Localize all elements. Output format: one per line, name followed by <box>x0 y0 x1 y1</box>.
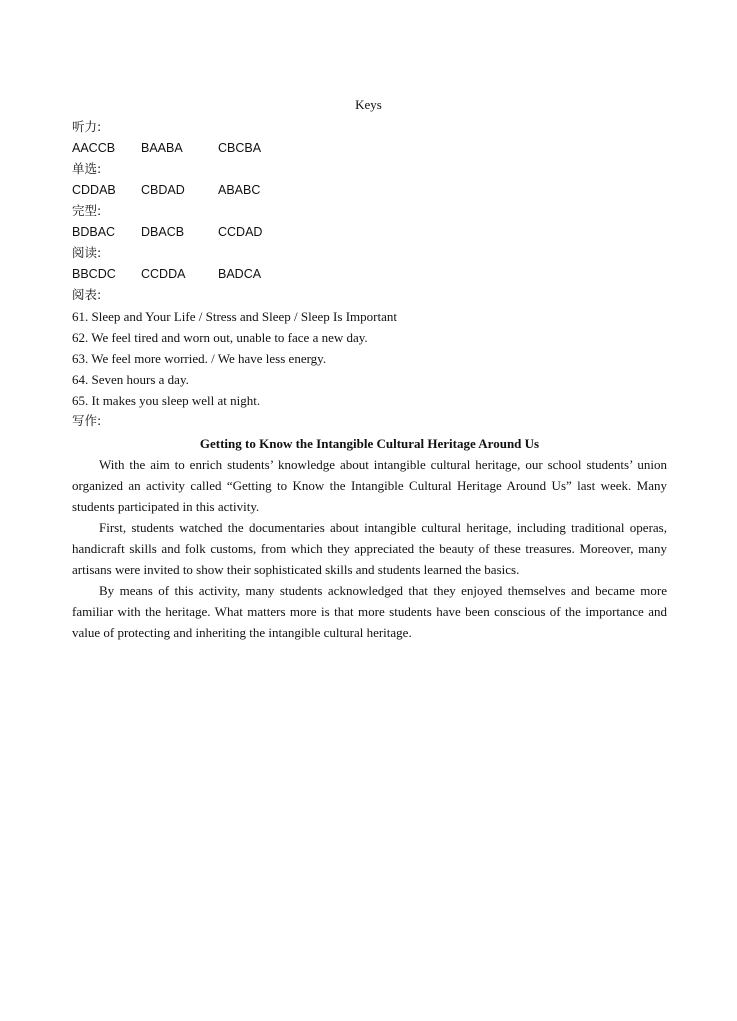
answer-row <box>72 180 667 201</box>
answer-group: BADCA <box>218 267 262 281</box>
answer-item: 61. Sleep and Your Life / Stress and Sleep / Sleep Is Important <box>72 309 397 324</box>
answer-row <box>72 138 667 159</box>
answer-row <box>72 264 667 285</box>
section-label: 写作: <box>72 413 102 428</box>
section-writing <box>72 411 667 643</box>
answer-group: CBDAD <box>141 183 185 197</box>
section-expression <box>72 285 667 411</box>
section-label: 听力: <box>72 119 102 134</box>
section-label: 阅读: <box>72 245 102 260</box>
page-title: Keys <box>355 97 382 112</box>
answer-group: DBACB <box>141 225 185 239</box>
answer-group: CDDAB <box>72 183 116 197</box>
section-reading <box>72 243 667 285</box>
section-cloze <box>72 201 667 243</box>
section-label: 阅表: <box>72 287 102 302</box>
section-label: 完型: <box>72 203 102 218</box>
answer-group: BAABA <box>141 141 183 155</box>
answer-group: CCDDA <box>141 267 186 281</box>
answer-group: CCDAD <box>218 225 263 239</box>
answer-row <box>72 222 667 243</box>
section-label: 单选: <box>72 161 102 176</box>
answer-group: ABABC <box>218 183 261 197</box>
section-single-choice <box>72 159 667 201</box>
answer-item: 62. We feel tired and worn out, unable to face a new day. <box>72 330 368 345</box>
section-listening <box>72 117 667 159</box>
answer-group: AACCB <box>72 141 116 155</box>
answer-item: 65. It makes you sleep well at night. <box>72 393 261 408</box>
essay-paragraph: First, students watched the documentaries about intangible cultural heritage, including traditional operas, handicraft skills and folk customs, from which they appreciated the beauty of these treasures. Moreover, many artisans were invited to show their sophisticated skills and students learned the basics. <box>72 520 667 577</box>
answer-group: BBCDC <box>72 267 116 281</box>
essay-paragraph: By means of this activity, many students acknowledged that they enjoyed themselves and became more familiar with the heritage. What matters more is that more students have been conscious of the importance and value of protecting and inheriting the intangible cultural heritage. <box>72 583 667 640</box>
essay-title: Getting to Know the Intangible Cultural Heritage Around Us <box>199 436 540 451</box>
answer-group: BDBAC <box>72 225 116 239</box>
essay-paragraph: With the aim to enrich students’ knowledge about intangible cultural heritage, our school students’ union organized an activity called “Getting to Know the Intangible Cultural Heritage Around Us” last week. Many students participated in this activity. <box>72 457 667 514</box>
answer-key-content <box>72 117 667 643</box>
answer-item: 63. We feel more worried. / We have less energy. <box>72 351 327 366</box>
answer-item: 64. Seven hours a day. <box>72 372 189 387</box>
answer-group: CBCBA <box>218 141 262 155</box>
